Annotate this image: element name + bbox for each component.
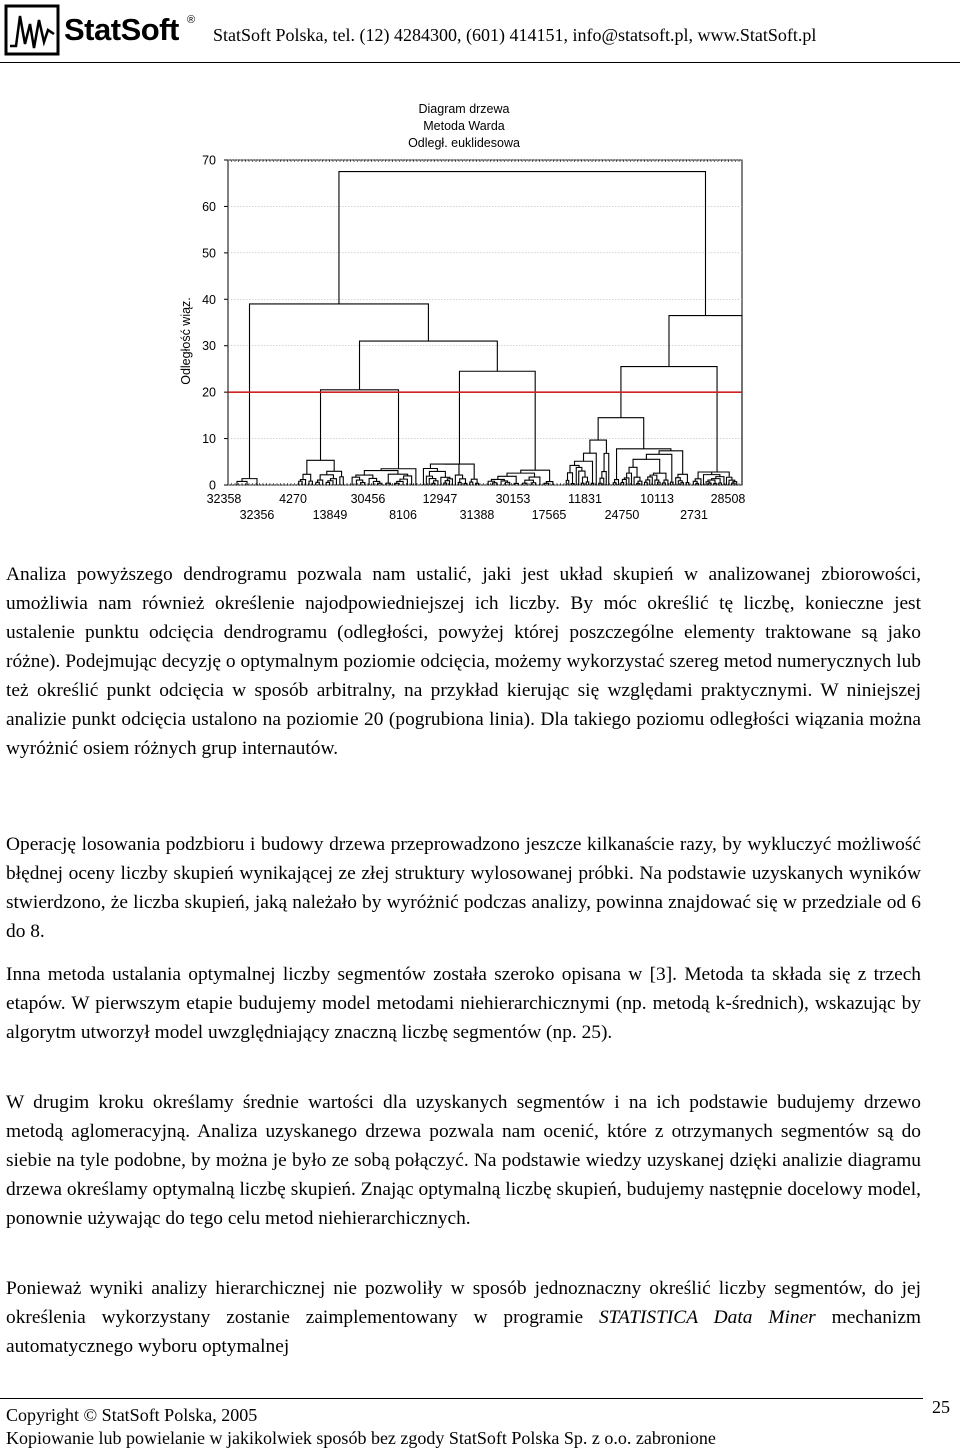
dendrogram-link [617, 449, 671, 480]
statsoft-logo-icon [4, 4, 60, 56]
dendrogram-link [339, 172, 706, 316]
page-header [0, 0, 960, 66]
x-label-top: 30456 [350, 492, 386, 506]
dendrogram-link [471, 479, 477, 483]
dendrogram-link [250, 304, 429, 479]
y-tick-label: 30 [202, 339, 216, 354]
x-label-bottom: 32356 [239, 508, 275, 522]
dendrogram-link [360, 341, 498, 390]
x-label-top: 32358 [206, 492, 242, 506]
dendrogram-link [459, 371, 535, 470]
y-axis-label: Odległość wiąz. [179, 297, 193, 385]
plot-border [228, 160, 742, 485]
paragraph-text-before: Ponieważ wyniki analizy hierarchicznej nie pozwoliły w sposób jednoznaczny określić liczby segmentów, do jej określenia wykorzystany zostanie zaimplementowany w programie [6, 1278, 921, 1328]
footer-notice: Kopiowanie lub powielanie w jakikolwiek sposób bez zgody StatSoft Polska Sp. z o.o. zabronione [6, 1428, 716, 1448]
y-axis-ticks [202, 154, 742, 493]
y-tick-label: 10 [202, 432, 216, 447]
dendrogram-link [711, 479, 720, 483]
paragraph-data-miner [6, 1274, 921, 1361]
dendrogram-link [299, 481, 302, 485]
paragraph-text-after: mechanizm automatycznego wyboru optymalnej [6, 1307, 922, 1357]
chart-title [408, 102, 520, 150]
x-label-bottom: 13849 [312, 508, 348, 522]
x-label-top: 10113 [640, 492, 674, 506]
header-rule [0, 62, 960, 63]
footer-copyright: Copyright © StatSoft Polska, 2005 [6, 1405, 258, 1425]
dendrogram-link [650, 475, 657, 480]
x-label-top: 12947 [422, 492, 458, 506]
x-label-bottom: 2731 [680, 508, 708, 522]
dendrogram-chart [0, 85, 960, 530]
x-axis-labels [207, 492, 746, 522]
dendrogram-link [381, 469, 416, 485]
x-label-top: 11831 [568, 492, 602, 506]
paragraph-second-step: W drugim kroku określamy średnie wartości dla uzyskanych segmentów i na ich podstawie budujemy drzewo metodą aglomeracyjną. Analiza uzyskanego drzewa pozwala nam ocenić, które z otrzymanych segmentów są do siebie na tyle podobne, by można je było ze sobą połączyć. Na podstawie wiedzy uzyskanej dzięki analizie diagramu drzewa określamy optymalną liczbę skupień. Znając optymalną liczbę skupień, budujemy następnie docelowy model, ponownie używając do tego celu metod niehierarchicznych. [6, 1092, 921, 1229]
dendrogram-link [600, 478, 604, 485]
dendrogram-link [309, 481, 312, 485]
dendrogram-link [621, 367, 717, 472]
chart-title-line-1: Diagram drzewa [418, 102, 510, 116]
dendrogram-link [575, 461, 593, 483]
dendrogram-link [430, 464, 459, 475]
header-contact: StatSoft Polska, tel. (12) 4284300, (601) 414151, info@statsoft.pl, www.StatSoft.pl [213, 25, 817, 45]
x-label-bottom: 31388 [459, 508, 495, 522]
x-label-top: 4270 [279, 492, 307, 506]
y-tick-label: 50 [202, 246, 216, 261]
dendrogram-link [646, 454, 671, 482]
dendrogram-link [320, 475, 333, 480]
page-number: 25 [932, 1397, 950, 1417]
dendrogram-link [653, 473, 666, 480]
dendrogram-link [307, 460, 334, 474]
y-tick-label: 0 [209, 478, 216, 493]
dendrogram-link [321, 390, 399, 469]
dendrogram-link [629, 467, 637, 477]
x-label-top: 28508 [710, 492, 746, 506]
x-label-bottom: 8106 [389, 508, 417, 522]
y-tick-label: 20 [202, 385, 216, 400]
product-name: STATISTICA Data Miner [598, 1307, 816, 1328]
brand-name: StatSoft [64, 12, 179, 47]
plot-frame [228, 160, 742, 485]
paragraph-alternative-method: Inna metoda ustalania optymalnej liczby segmentów została szeroko opisana w [3]. Metoda ta składa się z trzech etapów. W pierwszym etapie budujemy model metodami niehierarchicznymi (np. metodą k-średnich), wskazując by algorytm utworzył model uwzględniający znaczną liczbę segmentów (np. 25). [6, 964, 921, 1043]
dendrogram-link [698, 472, 712, 479]
x-label-bottom: 17565 [531, 508, 567, 522]
dendrogram-link [598, 418, 644, 449]
x-label-bottom: 24750 [604, 508, 640, 522]
dendrogram-link [669, 316, 742, 485]
dendrogram-link [584, 453, 597, 485]
chart-title-line-2: Metoda Warda [423, 119, 505, 133]
x-label-top: 30153 [495, 492, 531, 506]
dendrogram-link [590, 440, 607, 453]
footer-rule [0, 1398, 923, 1399]
y-tick-label: 70 [202, 153, 216, 168]
y-tick-label: 60 [202, 199, 216, 214]
registered-mark: ® [187, 14, 196, 26]
paragraph-resampling: Operację losowania podzbioru i budowy drzewa przeprowadzono jeszcze kilkanaście razy, by wykluczyć możliwość błędnej oceny liczby skupień wynikającej ze złej struktury wylosowanej próbki. Na podstawie uzyskanych wyników stwierdzono, że liczba skupień, jaką należało by wyróżnić podczas analizy, powinna znajdować się w przedziale od 6 do 8. [6, 834, 921, 942]
dendrogram-tree [237, 172, 742, 485]
chart-title-line-3: Odległ. euklidesowa [408, 136, 520, 150]
dendrogram-svg [0, 85, 960, 530]
dendrogram-link [570, 465, 579, 472]
dendrogram-link [340, 477, 343, 485]
paragraph-dendrogram-analysis: Analiza powyższego dendrogramu pozwala nam ustalić, jaki jest układ skupień w analizowanej zbiorowości, umożliwia nam również określenie najodpowiedniejszej ich liczby. By móc określić tę liczbę, konieczne jest ustalenie punktu odcięcia dendrogramu (odległości, powyżej której poszczególne elementy traktowane są jako różne). Podejmując decyzję o optymalnym poziomie odcięcia, możemy wykorzystać szereg metod numerycznych lub też określić punkt odcięcia w sposób arbitralny, na przykład kierując się względami praktycznymi. W niniejszej analizie punkt odcięcia ustalono na poziomie 20 (pogrubiona linia). Dla takiego poziomu odległości wiązania można wyróżnić osiem różnych grup internautów. [6, 564, 921, 759]
dendrogram-link [327, 471, 342, 477]
y-tick-label: 40 [202, 292, 216, 307]
